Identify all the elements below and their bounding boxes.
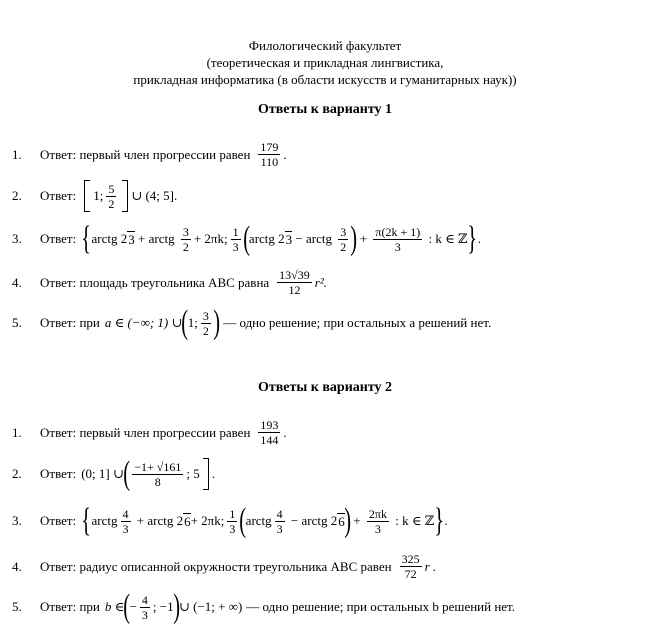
answer-item: 3. Ответ: { arctg $\frac{4}{3}$ + arctg 2 6 + 2πk; $\frac{1}{3}$ ( arctg $\frac{4}{3}$ − arctg 2 6 ) + $\frac{2\pi k}{3}$ : k ∈ ℤ } . bbox=[12, 502, 448, 539]
answer-item: 1. Ответ: первый член прогрессии равен $\frac{193}{144}$ . bbox=[12, 418, 287, 447]
answer-item: 3. Ответ: { arctg 2 3 + arctg $\frac{3}{2}$ + 2πk; $\frac{1}{3}$ ( arctg 2 3 − arctg $\frac{3}{2}$ ) + $\frac{\pi(2k + 1)}{3}$ : k ∈ ℤ } . bbox=[12, 220, 482, 257]
answer-item: 2. Ответ: (0; 1] ∪ ( $\frac{-1+ √161}{8}$ ; 5 . bbox=[12, 455, 215, 492]
page-header bbox=[0, 37, 650, 88]
faculty-subtitle-1: (теоретическая и прикладная лингвистика, bbox=[206, 55, 444, 70]
answer-item: 2. Ответ: 1; $\frac{5}{2}$ ∪ (4; 5]. bbox=[12, 181, 178, 211]
faculty-subtitle-2: прикладная информатика (в области искусств и гуманитарных наук)) bbox=[133, 72, 517, 87]
variant1-title: Ответы к варианту 1 bbox=[257, 102, 393, 117]
answer-item: 4. Ответ: площадь треугольника ABC равна $\frac{13√39}{12}$ r². bbox=[12, 268, 327, 297]
variant2-title: Ответы к варианту 2 bbox=[257, 380, 393, 395]
answer-item: 1. Ответ: первый член прогрессии равен $\frac{179}{110}$ . bbox=[12, 140, 287, 169]
faculty-title: Филологический факультет bbox=[248, 38, 402, 53]
answer-item: 5. Ответ: при b ∈ ( − $\frac{4}{3}$ ; −1 ) ∪ (−1; + ∞) — одно решение; при остальных b решений нет. bbox=[12, 588, 516, 625]
fraction: $\frac{5}{2}$ bbox=[108, 181, 115, 211]
answer-item: 5. Ответ: при a ∈ (−∞; 1) ∪ ( 1; $\frac{3}{2}$ ) — одно решение; при остальных a решений нет. bbox=[12, 304, 492, 341]
answer-item: 4. Ответ: радиус описанной окружности треугольника ABC равен $\frac{325}{72}$ r . bbox=[12, 552, 437, 581]
fraction: $\frac{179}{110}$ bbox=[260, 140, 279, 169]
